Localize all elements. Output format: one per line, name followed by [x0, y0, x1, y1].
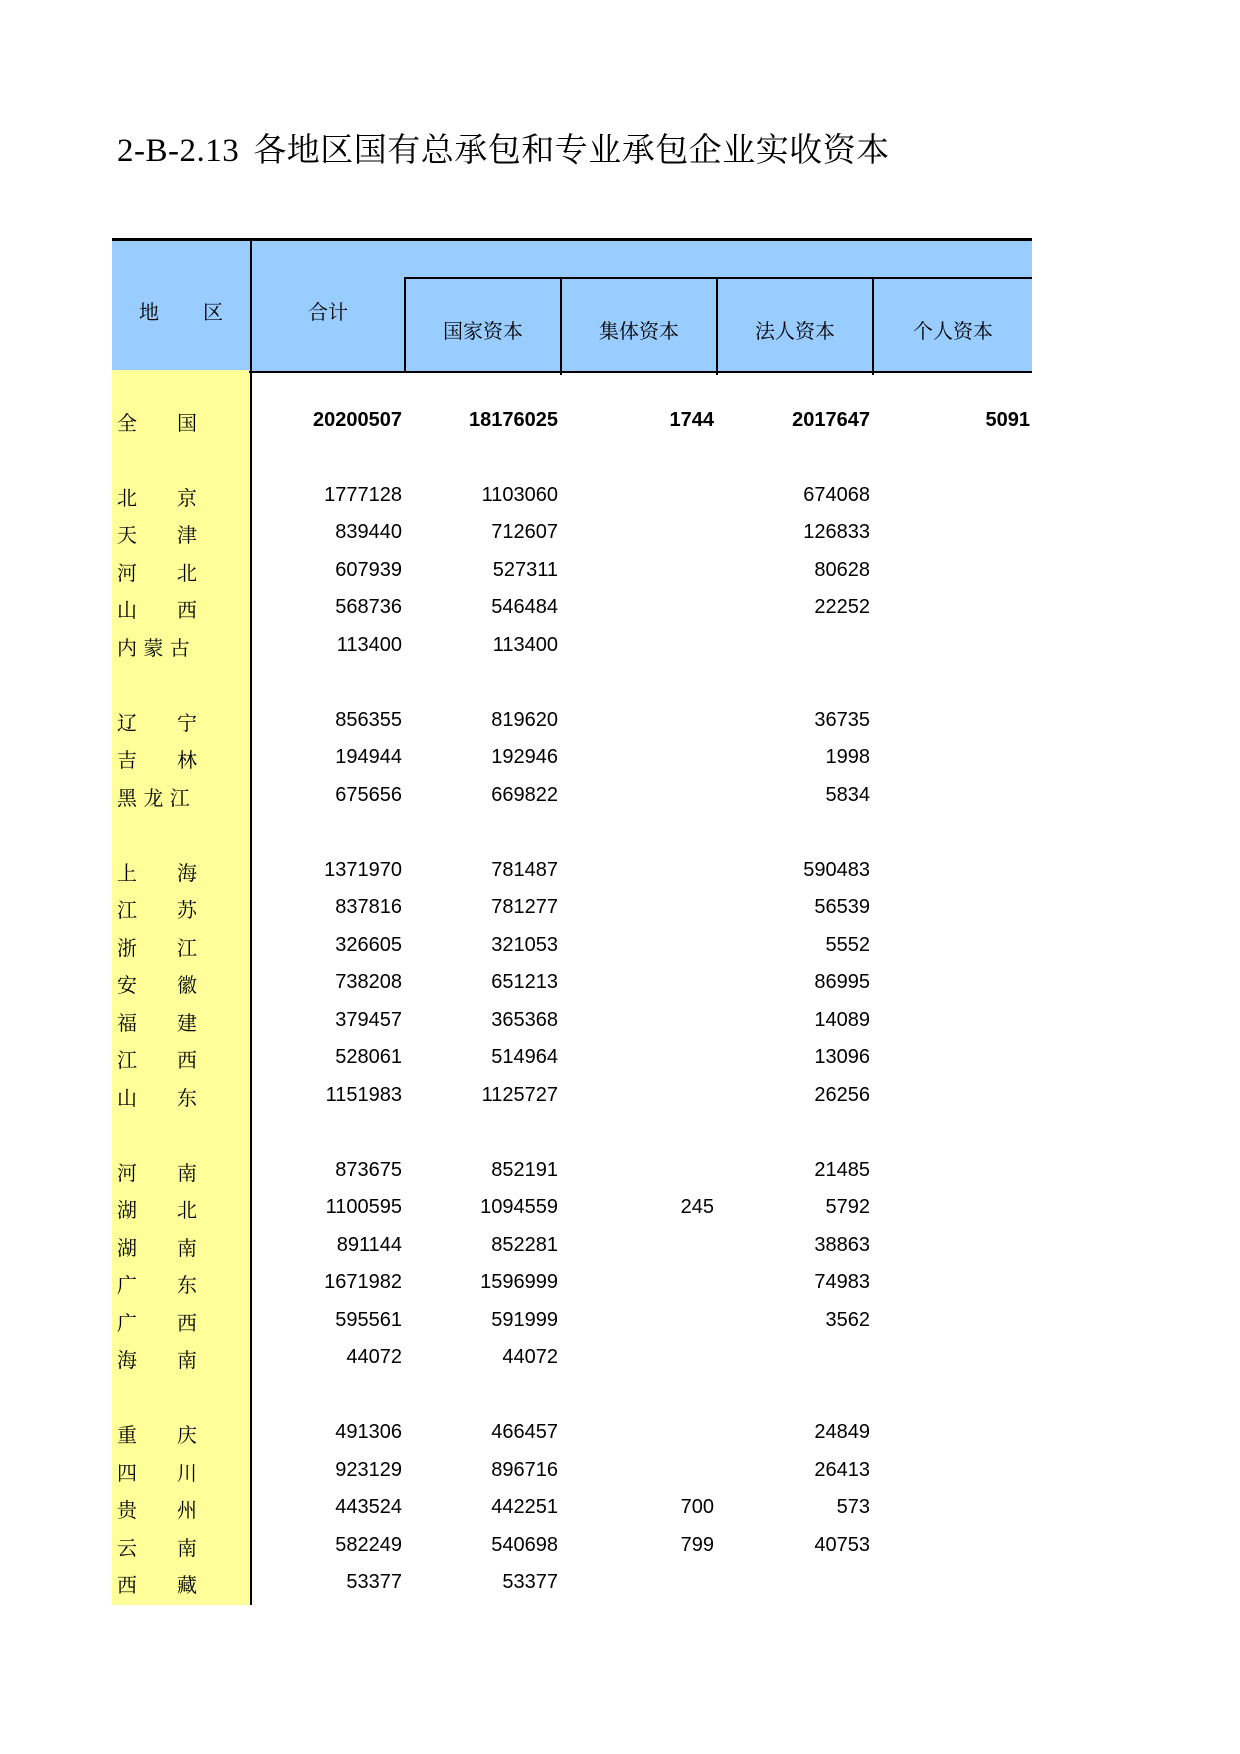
table-row: [112, 515, 1032, 552]
row-region: 辽 宁: [117, 711, 197, 735]
cell-state: 321053: [491, 934, 558, 956]
table-row: [112, 1490, 1032, 1527]
row-region: 云 南: [117, 1536, 197, 1560]
cell-state: 781277: [491, 896, 558, 918]
row-region: 吉 林: [117, 748, 197, 772]
cell-state: 442251: [491, 1496, 558, 1518]
header-subcolumns: [404, 277, 1032, 373]
row-region: 广 西: [117, 1311, 197, 1335]
cell-total: 1151983: [325, 1084, 402, 1106]
header-collective-capital: [562, 279, 718, 375]
cell-state: 1596999: [480, 1271, 558, 1293]
cell-legal: 126833: [803, 521, 870, 543]
page-title: [117, 124, 890, 171]
cell-state: 669822: [491, 784, 558, 806]
cell-total: 528061: [335, 1046, 402, 1068]
cell-total: 194944: [335, 746, 402, 768]
cell-total: 1100595: [325, 1196, 402, 1218]
cell-legal: 1998: [825, 746, 870, 768]
table-row: [112, 1265, 1032, 1302]
cell-personal: 5091: [985, 409, 1030, 431]
cell-legal: 38863: [814, 1234, 870, 1256]
table-row: [112, 1340, 1032, 1377]
cell-state: 113400: [492, 634, 558, 656]
table-row: [112, 1228, 1032, 1265]
cell-total: 1671982: [324, 1271, 402, 1293]
header-legal-capital-label: 法人资本: [755, 319, 835, 343]
cell-legal: 24849: [814, 1421, 870, 1443]
cell-state: 53377: [502, 1571, 558, 1593]
cell-legal: 26413: [814, 1459, 870, 1481]
table-row: [112, 1003, 1032, 1040]
table-row: [112, 403, 1032, 440]
cell-legal: 2017647: [792, 409, 870, 431]
table-row: [112, 965, 1032, 1002]
cell-state: 896716: [491, 1459, 558, 1481]
cell-collective: 1744: [669, 409, 714, 431]
cell-state: 540698: [491, 1534, 558, 1556]
table-title: 各地区国有总承包和专业承包企业实收资本: [253, 133, 890, 169]
cell-legal: 22252: [814, 596, 870, 618]
cell-state: 546484: [491, 596, 558, 618]
cell-legal: 590483: [803, 859, 870, 881]
table-header: [112, 238, 1032, 373]
header-region-char-1: 地: [139, 300, 159, 324]
cell-state: 852281: [491, 1234, 558, 1256]
row-region: 河 南: [117, 1161, 197, 1185]
table-row: [112, 1078, 1032, 1115]
cell-legal: 80628: [814, 559, 870, 581]
header-region-char-2: 区: [203, 300, 223, 324]
cell-state: 819620: [491, 709, 558, 731]
row-region: 河 北: [117, 561, 197, 585]
cell-state: 527311: [492, 559, 558, 581]
table-row: [112, 1528, 1032, 1565]
row-region: 西 藏: [117, 1573, 197, 1597]
row-region: 贵 州: [117, 1498, 197, 1522]
header-total: [252, 241, 404, 373]
row-region: 福 建: [117, 1011, 197, 1035]
cell-state: 651213: [491, 971, 558, 993]
cell-state: 852191: [491, 1159, 558, 1181]
cell-total: 20200507: [313, 409, 402, 431]
table-row: [112, 1153, 1032, 1190]
cell-total: 595561: [335, 1309, 402, 1331]
cell-total: 568736: [335, 596, 402, 618]
cell-total: 326605: [335, 934, 402, 956]
cell-total: 675656: [335, 784, 402, 806]
row-region: 重 庆: [117, 1423, 197, 1447]
row-region: 湖 南: [117, 1236, 197, 1260]
cell-collective: 700: [680, 1496, 714, 1518]
cell-state: 781487: [491, 859, 558, 881]
table-row: [112, 778, 1032, 815]
cell-total: 443524: [335, 1496, 402, 1518]
cell-legal: 36735: [814, 709, 870, 731]
table-row: [112, 590, 1032, 627]
cell-state: 192946: [491, 746, 558, 768]
row-region: 江 西: [117, 1048, 197, 1072]
cell-total: 582249: [335, 1534, 402, 1556]
row-region: 上 海: [117, 861, 197, 885]
table-code: 2-B-2.13: [117, 133, 240, 169]
cell-total: 856355: [335, 709, 402, 731]
table-row: [112, 1415, 1032, 1452]
cell-legal: 674068: [803, 484, 870, 506]
cell-total: 738208: [335, 971, 402, 993]
cell-legal: 5552: [825, 934, 870, 956]
cell-collective: 799: [680, 1534, 714, 1556]
cell-total: 1371970: [324, 859, 402, 881]
table-row: [112, 478, 1032, 515]
cell-legal: 13096: [814, 1046, 870, 1068]
cell-state: 712607: [491, 521, 558, 543]
cell-total: 53377: [346, 1571, 402, 1593]
row-region: 北 京: [117, 486, 197, 510]
cell-legal: 26256: [814, 1084, 870, 1106]
cell-legal: 40753: [814, 1534, 870, 1556]
header-state-capital: [406, 279, 562, 375]
cell-legal: 5834: [825, 784, 870, 806]
cell-state: 591999: [491, 1309, 558, 1331]
cell-total: 839440: [335, 521, 402, 543]
cell-total: 891144: [336, 1234, 402, 1256]
cell-state: 1103060: [481, 484, 558, 506]
header-collective-capital-label: 集体资本: [599, 319, 679, 343]
cell-total: 607939: [335, 559, 402, 581]
row-region: 广 东: [117, 1273, 197, 1297]
row-region: 全 国: [117, 411, 197, 435]
table-row: [112, 553, 1032, 590]
row-region: 海 南: [117, 1348, 197, 1372]
row-region: 安 徽: [117, 973, 197, 997]
row-region: 四 川: [117, 1461, 197, 1485]
row-region: 山 西: [117, 598, 197, 622]
table-row: [112, 1453, 1032, 1490]
cell-legal: 5792: [825, 1196, 870, 1218]
header-personal-capital-label: 个人资本: [913, 319, 993, 343]
table-row: [112, 890, 1032, 927]
cell-legal: 56539: [814, 896, 870, 918]
row-region: 天 津: [117, 523, 197, 547]
cell-total: 923129: [335, 1459, 402, 1481]
table-row: [112, 928, 1032, 965]
header-state-capital-label: 国家资本: [443, 319, 523, 343]
table-row: [112, 740, 1032, 777]
cell-legal: 86995: [814, 971, 870, 993]
table-row: [112, 628, 1032, 665]
cell-legal: 573: [836, 1496, 870, 1518]
table-row: [112, 703, 1032, 740]
header-personal-capital: [874, 279, 1032, 375]
cell-legal: 74983: [814, 1271, 870, 1293]
cell-collective: 245: [680, 1196, 714, 1218]
row-region: 山 东: [117, 1086, 197, 1110]
cell-legal: 21485: [814, 1159, 870, 1181]
cell-total: 113400: [336, 634, 402, 656]
cell-state: 18176025: [469, 409, 558, 431]
cell-state: 44072: [502, 1346, 558, 1368]
cell-total: 837816: [335, 896, 402, 918]
row-region: 浙 江: [117, 936, 197, 960]
table-row: [112, 1303, 1032, 1340]
cell-total: 873675: [335, 1159, 402, 1181]
cell-total: 44072: [346, 1346, 402, 1368]
table-row: [112, 853, 1032, 890]
cell-state: 466457: [491, 1421, 558, 1443]
table-row: [112, 1040, 1032, 1077]
table-row: [112, 1190, 1032, 1227]
header-region: [112, 241, 249, 373]
header-total-label: 合计: [308, 300, 348, 324]
cell-state: 1094559: [480, 1196, 558, 1218]
cell-total: 491306: [335, 1421, 402, 1443]
cell-total: 1777128: [324, 484, 402, 506]
cell-legal: 14089: [814, 1009, 870, 1031]
cell-state: 514964: [491, 1046, 558, 1068]
row-region: 内 蒙 古: [117, 636, 190, 660]
cell-legal: 3562: [825, 1309, 870, 1331]
header-legal-capital: [718, 279, 874, 375]
cell-state: 1125727: [481, 1084, 558, 1106]
cell-total: 379457: [335, 1009, 402, 1031]
row-region: 湖 北: [117, 1198, 197, 1222]
cell-state: 365368: [491, 1009, 558, 1031]
row-region: 黑 龙 江: [117, 786, 190, 810]
row-region: 江 苏: [117, 898, 197, 922]
table-row: [112, 1565, 1032, 1602]
